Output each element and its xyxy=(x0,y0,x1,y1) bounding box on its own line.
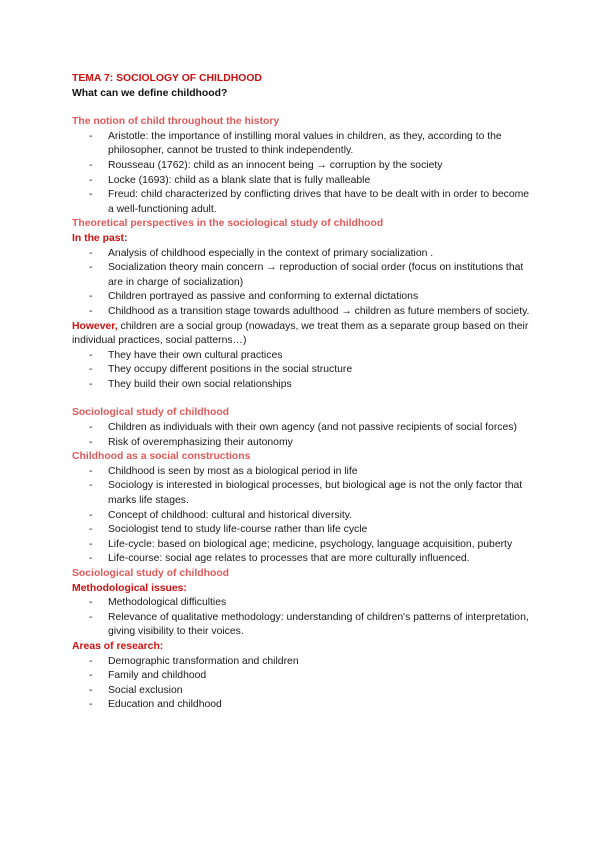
list-item: - Education and childhood xyxy=(72,698,532,713)
however-text: children are a social group (nowadays, we treat them as a separate group based on their individual practices, social patterns…) xyxy=(72,320,529,347)
list-item: - Methodological difficulties xyxy=(72,596,532,611)
list-item: - Rousseau (1762): child as an innocent being → corruption by the society xyxy=(72,159,532,174)
however-paragraph xyxy=(72,320,532,349)
research-areas-list xyxy=(72,655,532,713)
section-heading-social-constructions: Childhood as a social constructions xyxy=(72,451,251,463)
list-item: - Freud: child characterized by conflicting drives that have to be dealt with in order to become a well-functioning adult. xyxy=(72,188,532,217)
list-item: - Relevance of qualitative methodology: understanding of children's patterns of interpretation, giving visibility to their voices. xyxy=(72,611,532,640)
section-heading-sociological-study: Sociological study of childhood xyxy=(72,407,230,419)
subheading-methodological-issues: Methodological issues: xyxy=(72,582,187,594)
list-item: - Children portrayed as passive and conforming to external dictations xyxy=(72,290,532,305)
subheading-areas-of-research: Areas of research: xyxy=(72,640,164,652)
list-item: - Analysis of childhood especially in the context of primary socialization . xyxy=(72,247,532,262)
spacer xyxy=(72,101,532,115)
history-list xyxy=(72,130,532,218)
document-title: TEMA 7: SOCIOLOGY OF CHILDHOOD xyxy=(72,73,262,84)
list-item: - Sociologist tend to study life-course rather than life cycle xyxy=(72,523,532,538)
past-list xyxy=(72,247,532,320)
constructions-list xyxy=(72,465,532,567)
list-item: - Aristotle: the importance of instilling moral values in children, as they, according to the philosopher, cannot be trusted to think independently. xyxy=(72,130,532,159)
list-item: - Life-cycle: based on biological age; medicine, psychology, language acquisition, puberty xyxy=(72,538,532,553)
social-group-list xyxy=(72,349,532,393)
list-item: - Sociology is interested in biological processes, but biological age is not the only factor that marks life stages. xyxy=(72,479,532,508)
however-word: However, xyxy=(72,320,118,332)
list-item: - Childhood is seen by most as a biological period in life xyxy=(72,465,532,480)
list-item: - Life-course: social age relates to processes that are more culturally influenced. xyxy=(72,552,532,567)
section-heading-theoretical: Theoretical perspectives in the sociological study of childhood xyxy=(72,218,384,230)
methodological-list xyxy=(72,596,532,640)
list-item: - They have their own cultural practices xyxy=(72,349,532,364)
list-item: - Concept of childhood: cultural and historical diversity. xyxy=(72,509,532,524)
section-heading-sociological-study-2: Sociological study of childhood xyxy=(72,568,230,579)
agency-list xyxy=(72,421,532,450)
spacer xyxy=(72,392,532,406)
section-heading-history: The notion of child throughout the history xyxy=(72,116,280,128)
document-question: What can we define childhood? xyxy=(72,87,228,99)
list-item: - Locke (1693): child as a blank slate that is fully malleable xyxy=(72,174,532,189)
document-content xyxy=(72,72,532,713)
list-item: - Risk of overemphasizing their autonomy xyxy=(72,436,532,451)
list-item: - Socialization theory main concern → reproduction of social order (focus on institutions that are in charge of socialization) xyxy=(72,261,532,290)
list-item: - Social exclusion xyxy=(72,684,532,699)
list-item: - Childhood as a transition stage towards adulthood → children as future members of society. xyxy=(72,305,532,320)
list-item: - They build their own social relationships xyxy=(72,378,532,393)
list-item: - Children as individuals with their own agency (and not passive recipients of social forces) xyxy=(72,421,532,436)
list-item: - Demographic transformation and children xyxy=(72,655,532,670)
list-item: - Family and childhood xyxy=(72,669,532,684)
list-item: - They occupy different positions in the social structure xyxy=(72,363,532,378)
subheading-in-the-past: In the past: xyxy=(72,232,128,244)
